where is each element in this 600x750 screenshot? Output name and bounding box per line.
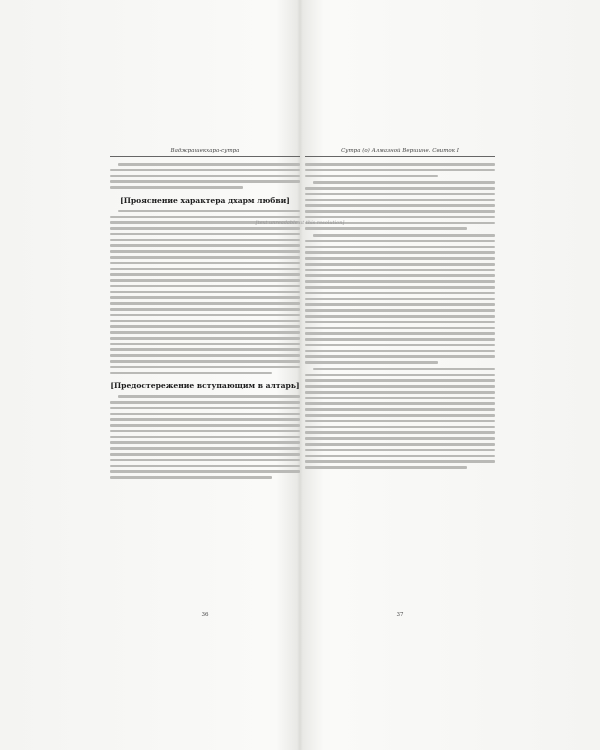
text-block-placeholder <box>305 163 495 177</box>
text-block-placeholder <box>110 395 300 479</box>
text-block-placeholder <box>305 234 495 364</box>
right-running-head: Сутра (о) Алмазной Вершине. Свиток I <box>305 148 495 157</box>
unreadable-text-note: [text unreadable at this resolution] <box>255 220 345 226</box>
page-number: 37 <box>396 612 404 618</box>
section-heading: [Прояснение характера дхарм любви] <box>120 195 290 205</box>
page-number: 36 <box>201 612 209 618</box>
right-page <box>305 148 495 618</box>
section-heading: [Предостережение вступающим в алтарь] <box>110 381 300 391</box>
text-block-placeholder <box>110 163 300 189</box>
left-page <box>110 148 300 618</box>
left-running-head: Ваджрашекхара-сутра <box>110 148 300 157</box>
text-block-placeholder <box>110 210 300 374</box>
text-block-placeholder <box>305 368 495 469</box>
